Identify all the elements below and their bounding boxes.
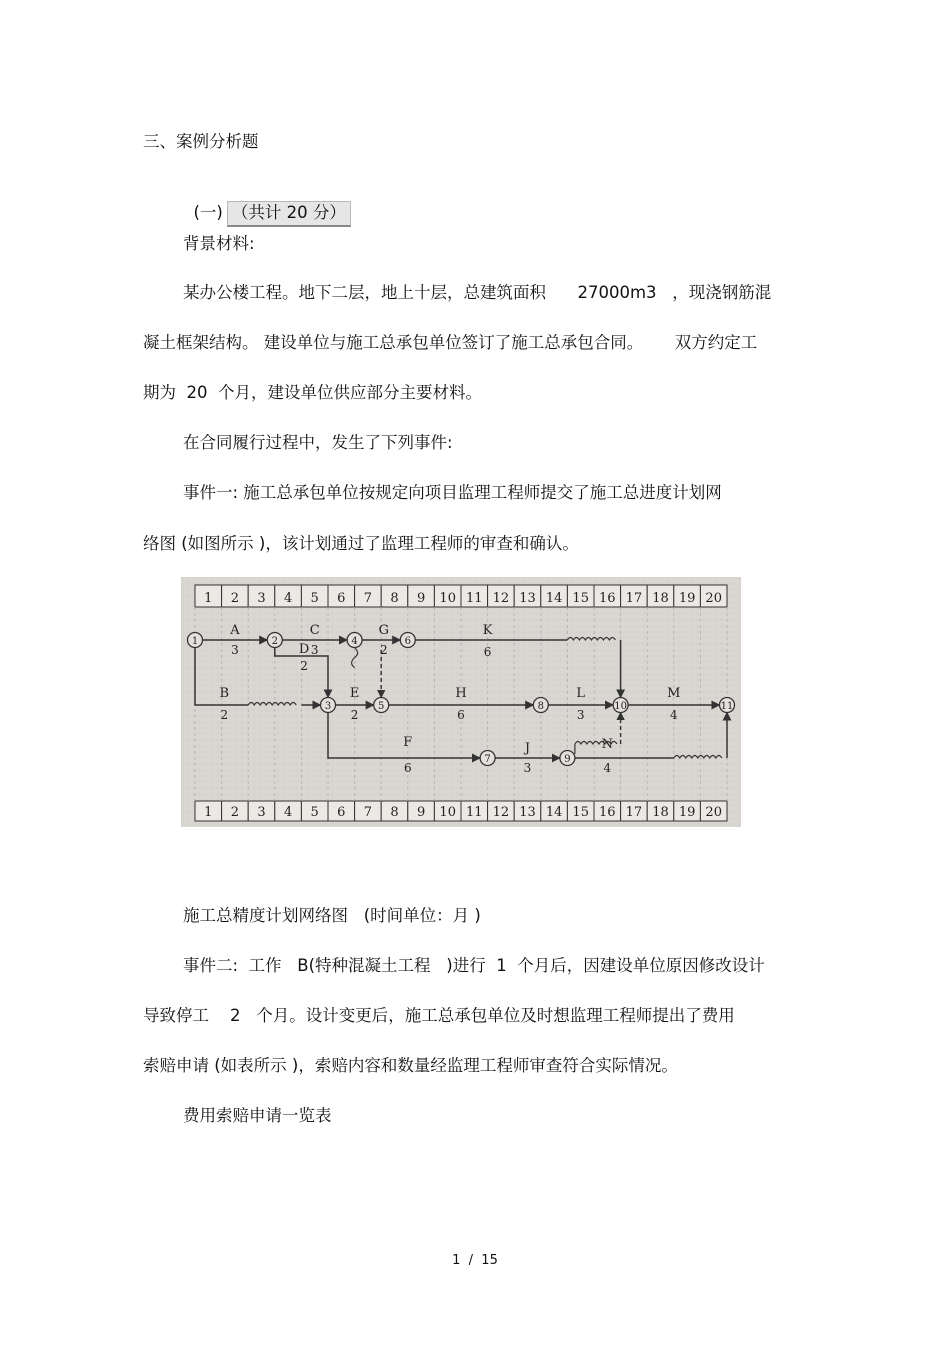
- network-node-label: 11: [720, 701, 734, 712]
- activity-name: M: [667, 686, 681, 701]
- network-node-label: 10: [614, 701, 627, 712]
- month-footer-label: 15: [572, 805, 589, 820]
- month-footer-label: 16: [599, 805, 616, 820]
- month-footer-label: 20: [705, 805, 722, 820]
- activity-name: G: [378, 623, 390, 638]
- score-badge: （共计 20 分）: [227, 201, 351, 228]
- network-node-label: 6: [404, 636, 411, 647]
- month-header-label: 2: [230, 591, 240, 606]
- activity-duration: 3: [231, 643, 239, 657]
- month-header-label: 8: [390, 591, 399, 606]
- month-footer-label: 19: [678, 805, 696, 820]
- activity-duration: 2: [220, 708, 229, 722]
- month-footer-label: 10: [439, 805, 456, 820]
- month-footer-label: 3: [257, 805, 266, 820]
- month-header-label: 1: [204, 591, 213, 606]
- activity-duration: 3: [576, 708, 585, 722]
- activity-duration: 6: [457, 708, 465, 722]
- month-header-label: 14: [545, 591, 563, 606]
- activity-name: A: [230, 623, 240, 638]
- month-footer-label: 12: [492, 805, 510, 820]
- month-footer-label: 14: [545, 805, 563, 820]
- activity-duration: 6: [483, 645, 492, 659]
- paragraph-line: 导致停工 2 个月。设计变更后，施工总承包单位及时想监理工程师提出了费用: [143, 1006, 735, 1025]
- month-header-label: 12: [492, 591, 510, 606]
- month-header-label: 3: [257, 591, 266, 606]
- paragraph-line: 索赔申请 (如表所示 )，索赔内容和数量经监理工程师审查符合实际情况。: [143, 1056, 678, 1075]
- month-header-label: 17: [625, 591, 643, 606]
- network-node-label: 4: [351, 636, 358, 647]
- month-footer-label: 11: [466, 805, 483, 820]
- activity-duration: 2: [350, 708, 359, 722]
- month-footer-label: 18: [652, 805, 669, 820]
- paragraph-line: 期为 20 个月，建设单位供应部分主要材料。: [143, 383, 482, 402]
- paragraph-line: 凝土框架结构。 建设单位与施工总承包单位签订了施工总承包合同。 双方约定工: [143, 333, 758, 352]
- page-number: 1 / 15: [452, 1253, 498, 1268]
- month-footer-label: 17: [625, 805, 643, 820]
- figure-caption: 施工总精度计划网络图 (时间单位：月 ): [183, 906, 481, 925]
- section-heading: 三、案例分析题: [143, 132, 259, 151]
- paragraph-line: 某办公楼工程。地下二层，地上十层，总建筑面积 27000m3 ，现浇钢筋混: [183, 283, 772, 302]
- table-title: 费用索赔申请一览表: [183, 1106, 332, 1125]
- month-footer-label: 2: [230, 805, 240, 820]
- activity-name: E: [349, 686, 360, 701]
- network-node-label: 7: [484, 754, 491, 765]
- activity-duration: 6: [403, 761, 412, 775]
- month-footer-label: 8: [390, 805, 399, 820]
- month-footer-label: 4: [283, 805, 293, 820]
- activity-duration: 3: [523, 761, 532, 775]
- activity-name: K: [482, 623, 493, 638]
- activity-duration: 4: [669, 708, 678, 722]
- month-header-label: 13: [519, 591, 536, 606]
- paragraph-line: 络图 (如图所示 )，该计划通过了监理工程师的审查和确认。: [143, 534, 579, 553]
- network-node-label: 8: [537, 701, 544, 712]
- activity-name: B: [219, 686, 230, 701]
- month-header-label: 9: [416, 591, 426, 606]
- month-header-label: 5: [310, 591, 319, 606]
- background-title: 背景材料:: [183, 234, 255, 253]
- month-header-label: 7: [363, 591, 373, 606]
- activity-duration: 3: [310, 643, 319, 657]
- activity-name: N: [601, 737, 613, 752]
- activity-duration: 2: [380, 643, 388, 657]
- month-footer-label: 13: [519, 805, 536, 820]
- month-footer-label: 7: [363, 805, 373, 820]
- month-footer-label: 5: [310, 805, 319, 820]
- paragraph-line: 在合同履行过程中，发生了下列事件:: [183, 433, 453, 452]
- month-header-label: 11: [466, 591, 483, 606]
- network-node-label: 5: [378, 701, 385, 712]
- activity-name: H: [455, 686, 467, 701]
- paragraph-line: 事件二: 工作 B(特种混凝土工程 )进行 1 个月后，因建设单位原因修改设计: [183, 956, 765, 975]
- month-header-label: 20: [705, 591, 722, 606]
- activity-duration: 4: [603, 761, 612, 775]
- month-header-label: 16: [599, 591, 616, 606]
- month-header-label: 18: [652, 591, 669, 606]
- activity-name: D: [298, 642, 310, 657]
- month-header-label: 10: [439, 591, 456, 606]
- activity-name: C: [309, 623, 320, 638]
- activity-duration: 2: [300, 659, 308, 673]
- month-header-label: 6: [337, 591, 346, 606]
- case-heading: [183, 184, 351, 227]
- month-header-label: 15: [572, 591, 589, 606]
- activity-name: L: [576, 686, 586, 701]
- month-header-label: 19: [678, 591, 696, 606]
- network-node-label: 1: [191, 636, 199, 647]
- activity-name: J: [524, 741, 531, 756]
- month-footer-label: 9: [416, 805, 426, 820]
- network-diagram: [181, 577, 741, 827]
- network-node-label: 9: [564, 754, 571, 765]
- month-footer-label: 1: [204, 805, 213, 820]
- month-header-label: 4: [283, 591, 293, 606]
- network-node-label: 2: [271, 636, 278, 647]
- paragraph-line: 事件一: 施工总承包单位按规定向项目监理工程师提交了施工总进度计划网: [183, 483, 722, 502]
- case-label: (一): [193, 202, 223, 222]
- month-footer-label: 6: [337, 805, 346, 820]
- network-node-label: 3: [324, 701, 332, 712]
- activity-name: F: [403, 735, 413, 750]
